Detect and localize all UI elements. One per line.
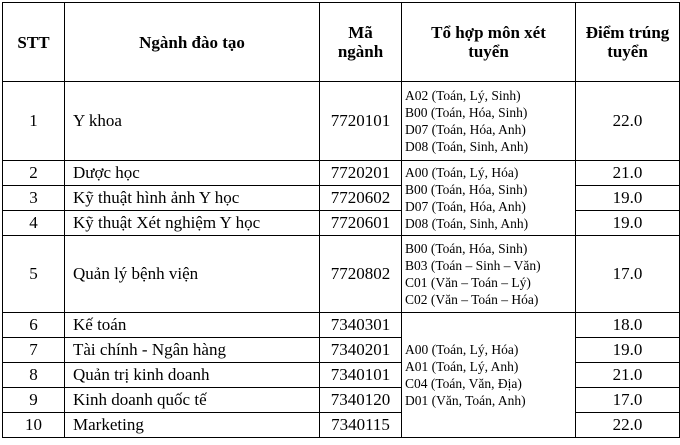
table-row bbox=[3, 338, 680, 363]
cell-ma: 7340201 bbox=[320, 338, 402, 363]
cell-diem: 19.0 bbox=[576, 186, 680, 211]
cell-to-hop: A00 (Toán, Lý, Hóa) A01 (Toán, Lý, Anh) C04 (Toán, Văn, Địa) D01 (Văn, Toán, Anh) bbox=[402, 313, 576, 438]
cell-stt: 5 bbox=[3, 236, 65, 313]
cell-stt: 4 bbox=[3, 211, 65, 236]
cell-stt: 8 bbox=[3, 363, 65, 388]
admission-scores-table bbox=[2, 2, 680, 438]
cell-diem: 17.0 bbox=[576, 236, 680, 313]
table-row bbox=[3, 313, 680, 338]
cell-stt: 1 bbox=[3, 82, 65, 161]
cell-stt: 6 bbox=[3, 313, 65, 338]
cell-to-hop: A02 (Toán, Lý, Sinh) B00 (Toán, Hóa, Sinh) D07 (Toán, Hóa, Anh) D08 (Toán, Sinh, Anh) bbox=[402, 82, 576, 161]
table-row bbox=[3, 363, 680, 388]
header-to-hop: Tổ hợp môn xét tuyển bbox=[402, 3, 576, 82]
cell-diem: 22.0 bbox=[576, 413, 680, 438]
cell-diem: 21.0 bbox=[576, 161, 680, 186]
cell-stt: 3 bbox=[3, 186, 65, 211]
header-diem: Điểm trúng tuyển bbox=[576, 3, 680, 82]
cell-nganh: Kỹ thuật hình ảnh Y học bbox=[65, 186, 320, 211]
cell-ma: 7720602 bbox=[320, 186, 402, 211]
header-stt: STT bbox=[3, 3, 65, 82]
cell-ma: 7720601 bbox=[320, 211, 402, 236]
cell-stt: 7 bbox=[3, 338, 65, 363]
cell-to-hop: A00 (Toán, Lý, Hóa) B00 (Toán, Hóa, Sinh) D07 (Toán, Hóa, Anh) D08 (Toán, Sinh, Anh) bbox=[402, 161, 576, 236]
table-row bbox=[3, 186, 680, 211]
cell-to-hop: B00 (Toán, Hóa, Sinh) B03 (Toán – Sinh – Văn) C01 (Văn – Toán – Lý) C02 (Văn – Toán – Hóa) bbox=[402, 236, 576, 313]
header-row bbox=[3, 3, 680, 82]
cell-nganh: Kinh doanh quốc tế bbox=[65, 388, 320, 413]
table-row bbox=[3, 161, 680, 186]
cell-ma: 7720802 bbox=[320, 236, 402, 313]
table-row bbox=[3, 413, 680, 438]
cell-nganh: Y khoa bbox=[65, 82, 320, 161]
cell-nganh: Tài chính - Ngân hàng bbox=[65, 338, 320, 363]
cell-ma: 7720201 bbox=[320, 161, 402, 186]
cell-diem: 19.0 bbox=[576, 211, 680, 236]
cell-stt: 9 bbox=[3, 388, 65, 413]
cell-nganh: Quản lý bệnh viện bbox=[65, 236, 320, 313]
header-nganh: Ngành đào tạo bbox=[65, 3, 320, 82]
cell-ma: 7340101 bbox=[320, 363, 402, 388]
cell-nganh: Kế toán bbox=[65, 313, 320, 338]
cell-stt: 10 bbox=[3, 413, 65, 438]
cell-diem: 19.0 bbox=[576, 338, 680, 363]
cell-nganh: Kỹ thuật Xét nghiệm Y học bbox=[65, 211, 320, 236]
cell-nganh: Dược học bbox=[65, 161, 320, 186]
cell-diem: 22.0 bbox=[576, 82, 680, 161]
cell-diem: 21.0 bbox=[576, 363, 680, 388]
cell-ma: 7340120 bbox=[320, 388, 402, 413]
cell-diem: 18.0 bbox=[576, 313, 680, 338]
cell-ma: 7340115 bbox=[320, 413, 402, 438]
cell-ma: 7720101 bbox=[320, 82, 402, 161]
table-row bbox=[3, 388, 680, 413]
header-ma-nganh: Mã ngành bbox=[320, 3, 402, 82]
table-row bbox=[3, 82, 680, 161]
cell-stt: 2 bbox=[3, 161, 65, 186]
table-row bbox=[3, 236, 680, 313]
table-row bbox=[3, 211, 680, 236]
cell-nganh: Quản trị kinh doanh bbox=[65, 363, 320, 388]
cell-diem: 17.0 bbox=[576, 388, 680, 413]
cell-ma: 7340301 bbox=[320, 313, 402, 338]
cell-nganh: Marketing bbox=[65, 413, 320, 438]
